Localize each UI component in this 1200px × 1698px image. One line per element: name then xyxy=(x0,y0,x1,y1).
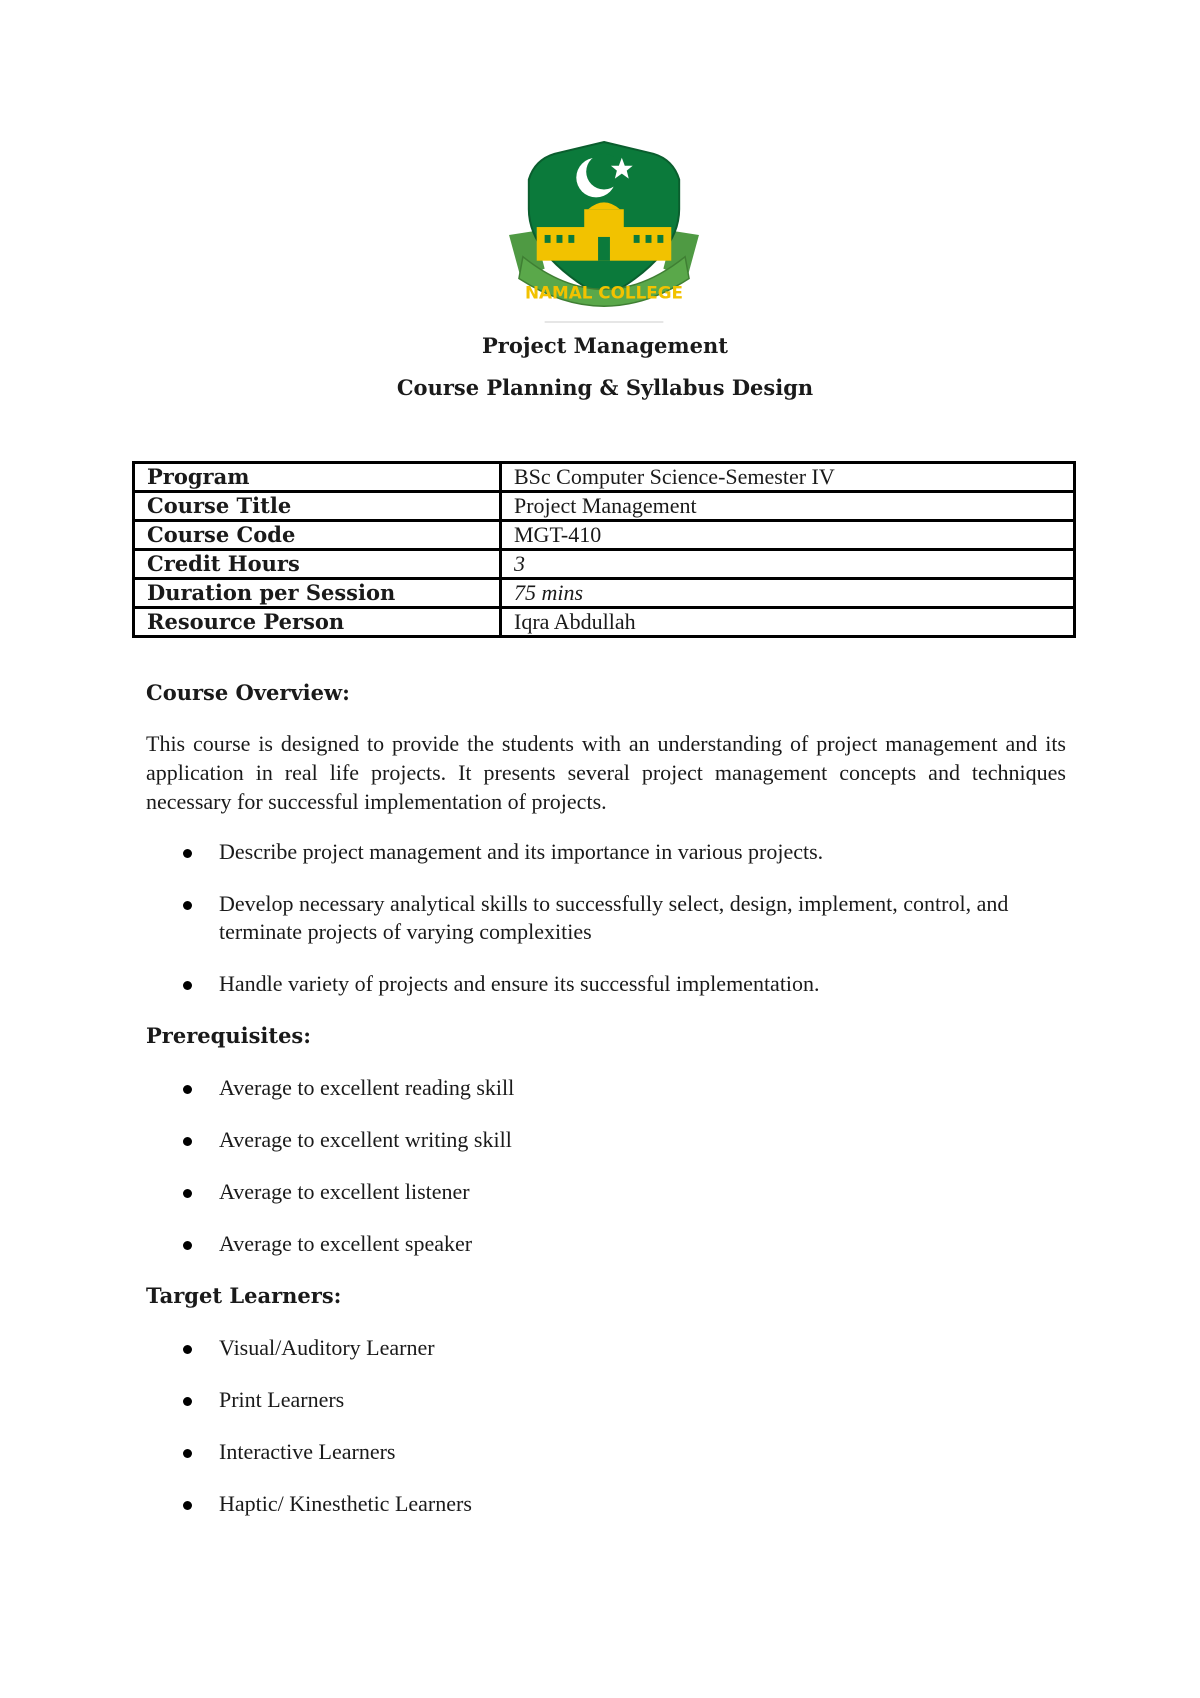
prerequisites-heading: Prerequisites: xyxy=(146,1023,312,1048)
table-row xyxy=(134,579,1075,608)
course-overview-paragraph: This course is designed to provide the students with an understanding of project management and its application in real life projects. It presents several project management concepts and techniques necessary for successful implementation of projects. xyxy=(146,731,1066,814)
title-course-name: Project Management xyxy=(482,333,728,358)
document-title xyxy=(0,334,1200,400)
prerequisites-section xyxy=(146,1022,1066,1258)
target-learners-section xyxy=(146,1282,1066,1518)
course-title-label: Course Title xyxy=(134,492,501,521)
course-code-label: Course Code xyxy=(134,521,501,550)
list-item: Average to excellent speaker xyxy=(146,1230,1066,1258)
target-learners-heading: Target Learners: xyxy=(146,1283,342,1308)
target-learners-list xyxy=(146,1334,1066,1518)
resource-person-value: Iqra Abdullah xyxy=(501,608,1075,637)
list-item: Handle variety of projects and ensure its successful implementation. xyxy=(146,970,1066,998)
course-overview-section xyxy=(146,679,1066,998)
course-info-table xyxy=(132,461,1076,638)
table-row xyxy=(134,521,1075,550)
credit-hours-value: 3 xyxy=(501,550,1075,579)
list-item: Describe project management and its importance in various projects. xyxy=(146,838,1066,866)
list-item: Average to excellent reading skill xyxy=(146,1074,1066,1102)
table-row xyxy=(134,492,1075,521)
svg-text:NAMAL COLLEGE: NAMAL COLLEGE xyxy=(524,282,684,303)
title-subtitle: Course Planning & Syllabus Design xyxy=(396,375,814,400)
list-item: Average to excellent writing skill xyxy=(146,1126,1066,1154)
duration-value: 75 mins xyxy=(501,579,1075,608)
course-code-value: MGT-410 xyxy=(501,521,1075,550)
table-row xyxy=(134,463,1075,492)
document-body xyxy=(146,679,1066,1518)
duration-label: Duration per Session xyxy=(134,579,501,608)
list-item: Print Learners xyxy=(146,1386,1066,1414)
credit-hours-label: Credit Hours xyxy=(134,550,501,579)
table-row xyxy=(134,550,1075,579)
course-objectives-list xyxy=(146,838,1066,998)
program-value: BSc Computer Science-Semester IV xyxy=(501,463,1075,492)
resource-person-label: Resource Person xyxy=(134,608,501,637)
list-item: Develop necessary analytical skills to successfully select, design, implement, control, and terminate projects of varying complexities xyxy=(146,890,1066,946)
course-overview-heading: Course Overview: xyxy=(146,680,350,705)
course-title-value: Project Management xyxy=(501,492,1075,521)
list-item: Visual/Auditory Learner xyxy=(146,1334,1066,1362)
program-label: Program xyxy=(134,463,501,492)
table-row xyxy=(134,608,1075,637)
prerequisites-list xyxy=(146,1074,1066,1258)
list-item: Interactive Learners xyxy=(146,1438,1066,1466)
namal-college-crest-icon xyxy=(505,140,703,324)
list-item: Average to excellent listener xyxy=(146,1178,1066,1206)
list-item: Haptic/ Kinesthetic Learners xyxy=(146,1490,1066,1518)
